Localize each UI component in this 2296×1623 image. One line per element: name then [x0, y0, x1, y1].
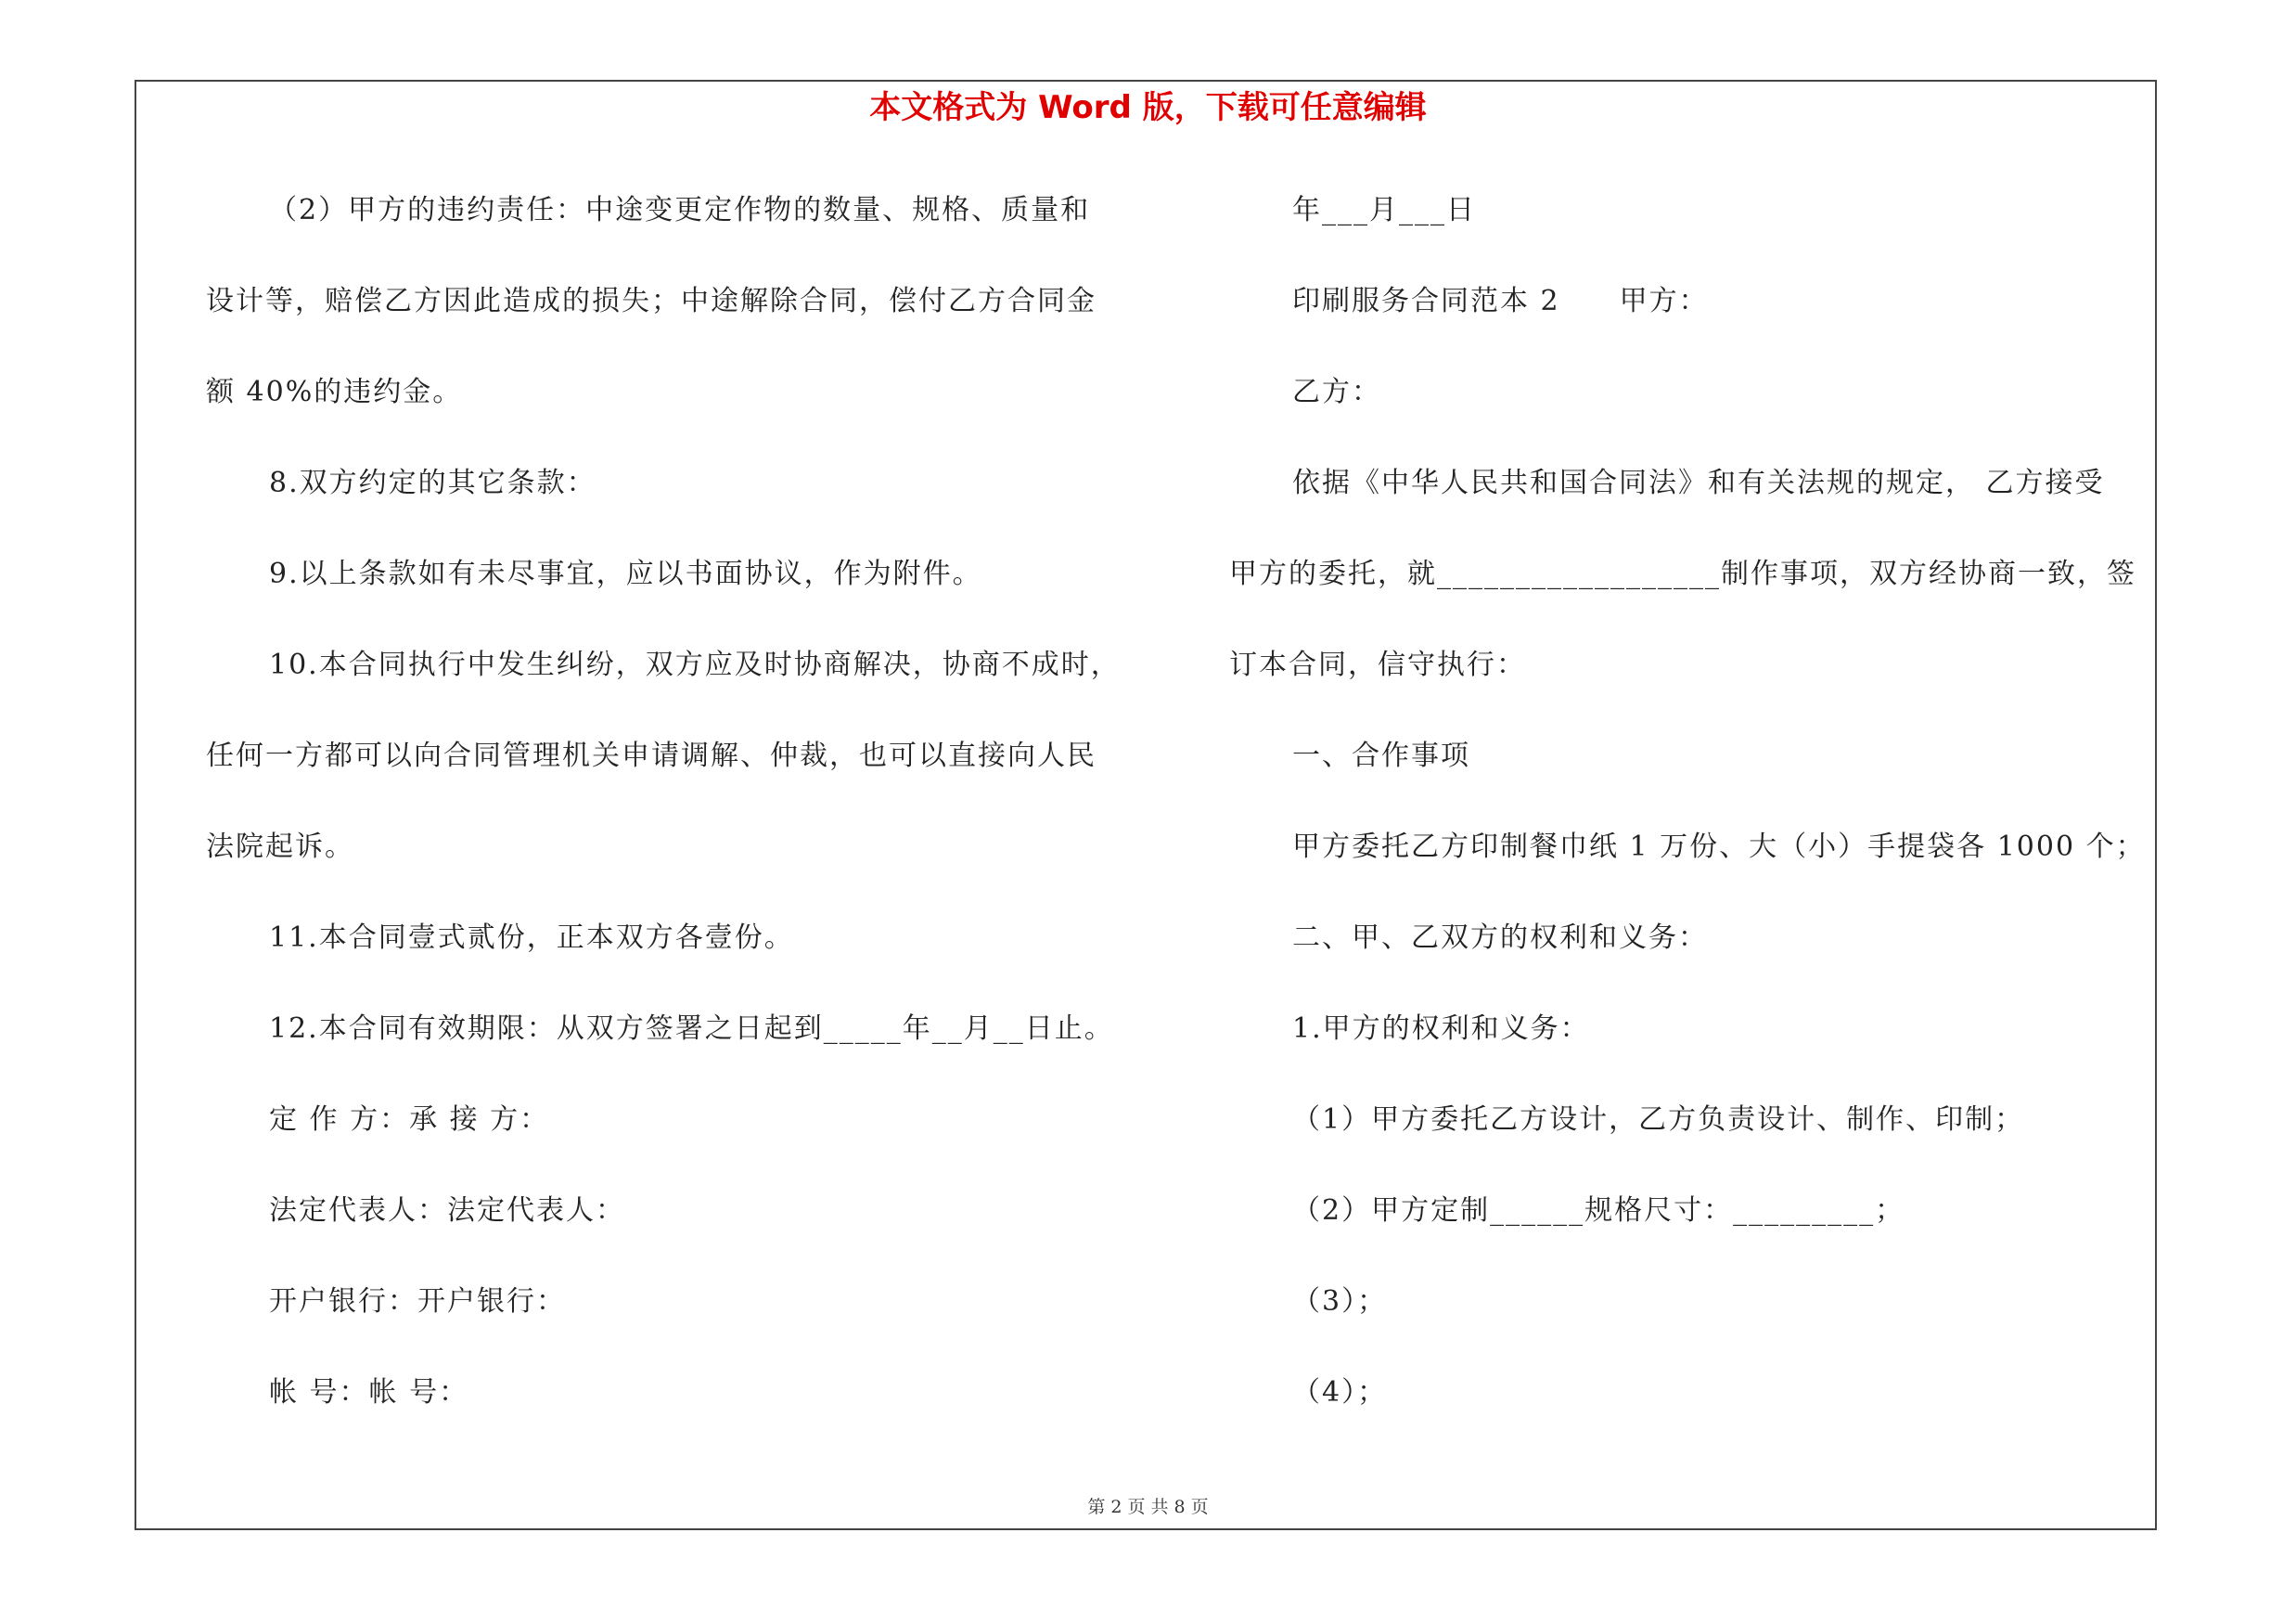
paragraph-line: 9.以上条款如有未尽事宜，应以书面协议，作为附件。: [269, 558, 982, 590]
paragraph-line: 乙方：: [1292, 376, 1381, 408]
paragraph-line: 法定代表人：法定代表人：: [269, 1194, 625, 1227]
page-footer: 第 2 页 共 8 页: [1087, 1497, 1209, 1517]
paragraph-line: 一、合作事项: [1292, 740, 1470, 772]
paragraph-line: （2）甲方的违约责任：中途变更定作物的数量、规格、质量和: [269, 194, 1091, 226]
paragraph-line: 开户银行：开户银行：: [269, 1285, 566, 1318]
paragraph-line: 任何一方都可以向合同管理机关申请调解、仲裁，也可以直接向人民: [206, 740, 1097, 772]
paragraph-line: 印刷服务合同范本 2 甲方：: [1292, 285, 1709, 317]
left-column: [206, 186, 1152, 1459]
paragraph-line: （1）甲方委托乙方设计，乙方负责设计、制作、印制；: [1292, 1103, 2025, 1136]
paragraph-line: 10.本合同执行中发生纠纷，双方应及时协商解决，协商不成时，: [269, 649, 1121, 681]
paragraph-line: 帐 号：帐 号：: [269, 1376, 469, 1409]
paragraph-line: 订本合同，信守执行：: [1229, 649, 1526, 681]
paragraph-line: 额 40%的违约金。: [206, 376, 463, 408]
format-banner: 本文格式为 Word 版，下载可任意编辑: [869, 89, 1427, 126]
paragraph-line: 年___月___日: [1292, 194, 1476, 226]
paragraph-line: （2）甲方定制______规格尺寸：_________；: [1292, 1194, 1905, 1227]
paragraph-line: 甲方委托乙方印制餐巾纸 1 万份、大（小）手提袋各 1000 个；: [1292, 831, 2146, 863]
right-column: [1229, 186, 2157, 1459]
paragraph-line: （4）；: [1292, 1376, 1388, 1409]
paragraph-line: 11.本合同壹式贰份，正本双方各壹份。: [269, 921, 794, 954]
paragraph-line: （3）；: [1292, 1285, 1388, 1318]
paragraph-line: 12.本合同有效期限：从双方签署之日起到_____年__月__日止。: [269, 1012, 1114, 1045]
paragraph-line: 法院起诉。: [206, 831, 354, 863]
paragraph-line: 设计等，赔偿乙方因此造成的损失；中途解除合同，偿付乙方合同金: [206, 285, 1097, 317]
paragraph-line: 依据《中华人民共和国合同法》和有关法规的规定， 乙方接受: [1292, 467, 2105, 499]
paragraph-line: 定 作 方：承 接 方：: [269, 1103, 550, 1136]
paragraph-line: 甲方的委托，就__________________制作事项，双方经协商一致，签: [1229, 558, 2136, 590]
paragraph-line: 1.甲方的权利和义务：: [1292, 1012, 1590, 1045]
paragraph-line: 8.双方约定的其它条款：: [269, 467, 596, 499]
paragraph-line: 二、甲、乙双方的权利和义务：: [1292, 921, 1708, 954]
